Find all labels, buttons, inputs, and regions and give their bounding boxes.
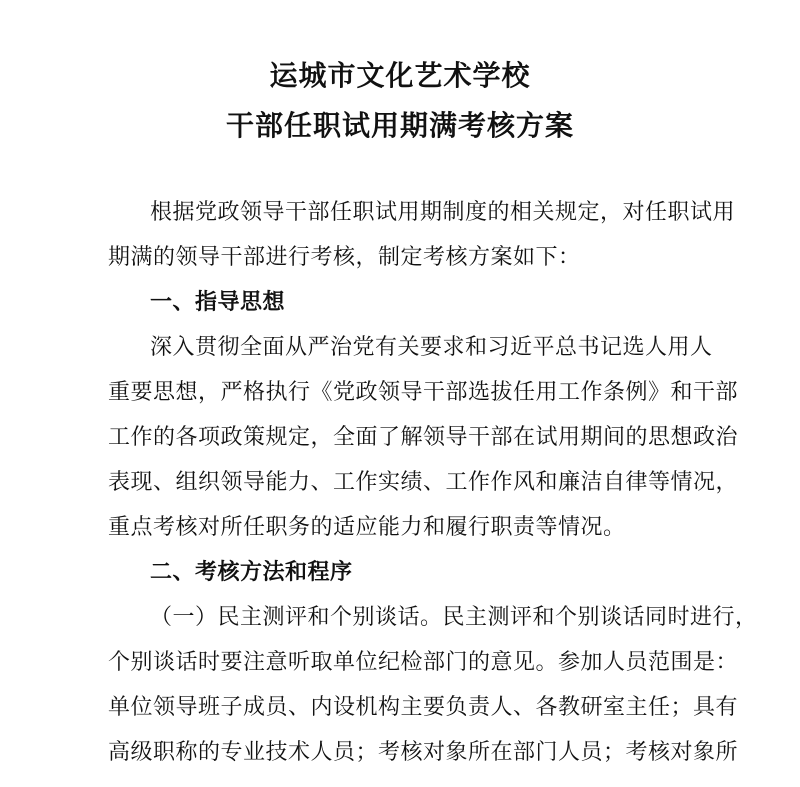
document-title-line-2: 干部任职试用期满考核方案 xyxy=(225,109,574,142)
section-heading: 二、考核方法和程序 xyxy=(150,560,353,585)
paragraph-line: 高级职称的专业技术人员；考核对象所在部门人员；考核对象所 xyxy=(108,740,739,765)
paragraph-line: （一）民主测评和个别谈话。民主测评和个别谈话同时进行， xyxy=(150,605,758,630)
paragraph-line: 工作的各项政策规定，全面了解领导干部在试用期间的思想政治 xyxy=(108,425,739,450)
paragraph-line: 个别谈话时要注意听取单位纪检部门的意见。参加人员范围是： xyxy=(108,650,739,675)
paragraph-line: 根据党政领导干部任职试用期制度的相关规定，对任职试用 xyxy=(150,200,736,225)
section-heading: 一、指导思想 xyxy=(150,290,286,315)
paragraph-line: 重点考核对所任职务的适应能力和履行职责等情况。 xyxy=(108,515,626,540)
paragraph-line: 表现、组织领导能力、工作实绩、工作作风和廉洁自律等情况， xyxy=(108,470,739,495)
document-title-line-1: 运城市文化艺术学校 xyxy=(269,59,531,92)
paragraph-line: 单位领导班子成员、内设机构主要负责人、各教研室主任；具有 xyxy=(108,695,739,720)
paragraph-line: 期满的领导干部进行考核，制定考核方案如下： xyxy=(108,245,581,270)
paragraph-line: 深入贯彻全面从严治党有关要求和习近平总书记选人用人 xyxy=(150,335,713,360)
paragraph-line: 重要思想，严格执行《党政领导干部选拔任用工作条例》和干部 xyxy=(108,380,739,405)
